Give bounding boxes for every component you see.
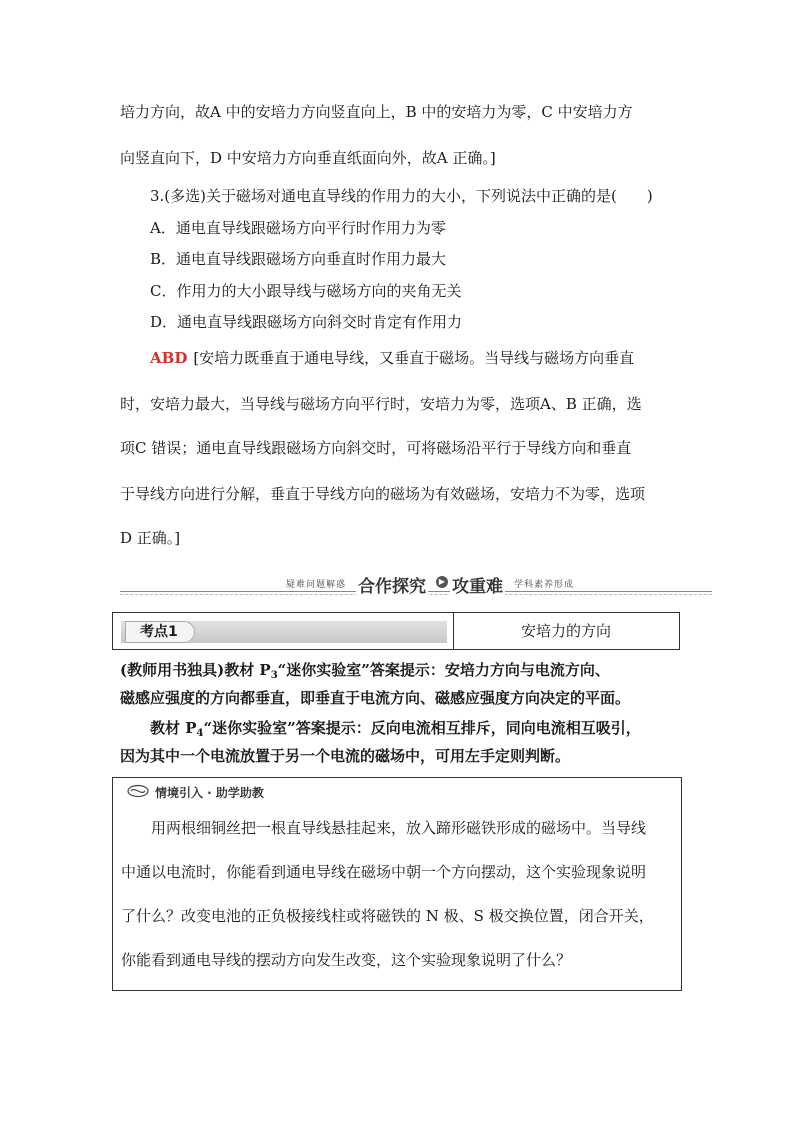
answer-line [150,348,710,368]
answer-text: [安培力既垂直于通电导线，又垂直于磁场。当导线与磁场方向垂直 [193,349,635,367]
scenario-icon [127,784,149,798]
kaodian-title: 安培力的方向 [520,622,611,640]
kaodian-tab [121,621,447,643]
teacher-note-text: “迷你实验室”答案提示：反向电流相互排斥，同向电流相互吸引， [203,719,641,737]
section-banner [120,574,712,596]
kaodian-tag: 考点1 [125,621,195,643]
teacher-note-line: 磁感应强度的方向都垂直，即垂直于电流方向、磁感应强度方向决定的平面。 [120,689,631,707]
teacher-note-sub: 4 [196,728,204,739]
teacher-note-line [120,660,680,686]
teacher-note-line: 因为其中一个电流放置于另一个电流的磁场中，可用左手定则判断。 [120,747,571,765]
banner-title-2: 攻重难 [450,572,505,597]
scenario-line: 了什么？改变电池的正负极接线柱或将磁铁的 N 极、S 极交换位置，闭合开关， [121,907,654,925]
scenario-line: 你能看到通电导线的摆动方向发生改变，这个实验现象说明了什么？ [121,951,572,969]
answer-line: 于导线方向进行分解，垂直于导线方向的磁场为有效磁场，安培力不为零，选项 [120,485,646,503]
question-stem: 3.(多选)关于磁场对通电直导线的作用力的大小，下列说法中正确的是( ) [150,187,653,205]
kaodian-label-cell [113,613,454,649]
answer-line: 项C 错误；通电直导线跟磁场方向斜交时，可将磁场沿平行于导线方向和垂直 [120,439,632,457]
scenario-line: 中通以电流时，你能看到通电导线在磁场中朝一个方向摆动，这个实验现象说明 [121,863,647,881]
scenario-box [112,777,682,991]
answer-line: D 正确。] [120,529,181,547]
scenario-line: 用两根细铜丝把一根直导线悬挂起来，放入蹄形磁铁形成的磁场中。当导线 [151,819,647,837]
answer-key: ABD [150,349,188,367]
teacher-note-sub: 3 [270,670,278,681]
teacher-note-line [150,718,710,744]
banner-arrow-icon: ▶ [436,576,448,588]
banner-left-text: 疑难问题解惑 [286,580,347,590]
option-d: D．通电直导线跟磁场方向斜交时肯定有作用力 [150,313,463,331]
answer-line: 时，安培力最大，当导线与磁场方向平行时，安培力为零，选项A、B 正确，选 [120,395,642,413]
option-a: A．通电直导线跟磁场方向平行时作用力为零 [150,219,446,237]
banner-title-1: 合作探究 [356,572,428,597]
kaodian-table [112,612,680,650]
option-b: B．通电直导线跟磁场方向垂直时作用力最大 [150,250,447,268]
text-line: 培力方向，故A 中的安培力方向竖直向上，B 中的安培力为零，C 中安培力方 [120,103,633,121]
text-line: 向竖直向下，D 中安培力方向垂直纸面向外，故A 正确。] [120,149,496,167]
scenario-heading: 情境引入 · 助学助教 [155,786,264,800]
teacher-note-text: 教材 P [150,719,197,737]
teacher-note-text: “迷你实验室”答案提示：安培力方向与电流方向、 [277,661,610,679]
banner-right-text: 学科素养形成 [514,580,575,590]
teacher-note-text: (教师用书独具)教材 P [120,661,271,679]
option-c: C．作用力的大小跟导线与磁场方向的夹角无关 [150,282,462,300]
